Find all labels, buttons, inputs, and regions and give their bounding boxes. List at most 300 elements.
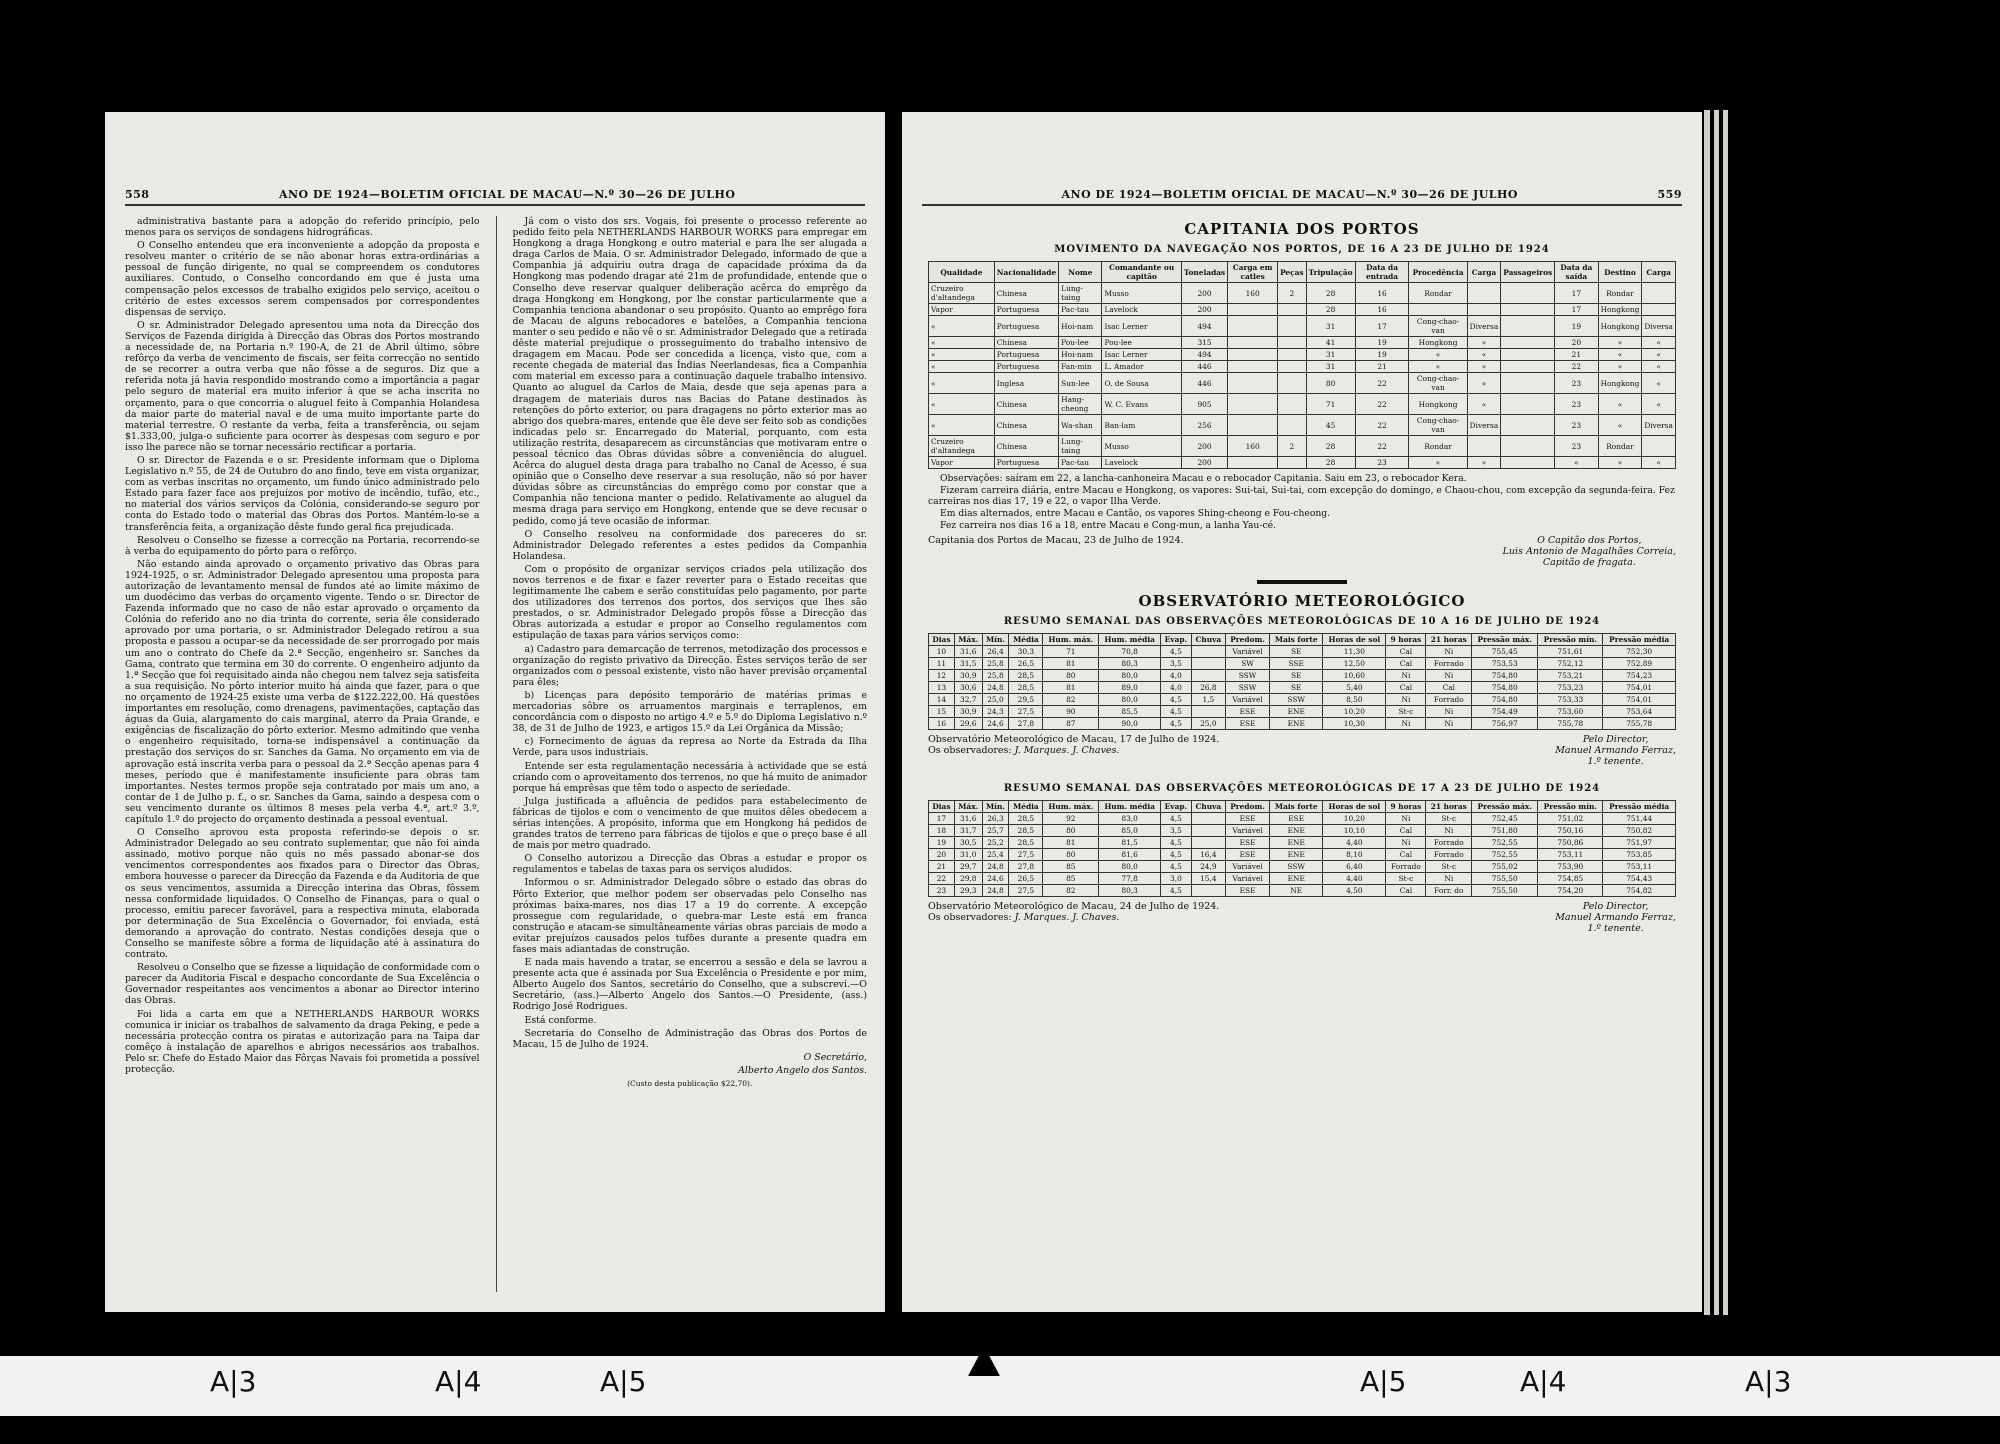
table-cell: «: [1642, 457, 1676, 469]
table-header-cell: Comandante ou capitão: [1102, 262, 1181, 283]
paragraph: E nada mais havendo a tratar, se encerrou a sessão e dela se lavrou a presente acta que é assinada por Sua Excelência o Presidente e por mim, Alberto Augelo dos Santos, secretário do Conselho, que a subscrevi.—O Secretário, (ass.)—Alberto Angelo dos Santos.—O Presidente, (ass.) Rodrigo José Rodrigues.: [512, 957, 867, 1013]
weather-table-week1: [928, 633, 1676, 730]
left-page: [105, 112, 885, 1312]
table-cell: [1501, 304, 1555, 316]
table-cell: 20: [929, 849, 955, 861]
left-page-number: 558: [125, 188, 150, 201]
film-label: A|3: [1745, 1365, 1792, 1398]
table-cell: Rondar: [1598, 283, 1642, 304]
week1-sig-title: Pelo Director,: [1582, 734, 1649, 745]
table-row: [929, 415, 1676, 436]
table-cell: 4,40: [1323, 837, 1386, 849]
paragraph: O Conselho aprovou esta proposta referindo-se depois o sr. Administrador Delegado ao seu contrato suplementar, que não foi ainda assinado, motivo porque não quis no mês passado abonar-se dos vencimentos correspondentes aos fixados para o Director das Obras, embora houvesse o parecer da Direcção da Fazenda e da Auditoria de que os seus vencimentos, assumida a Direcção interina das Obras, fôssem nessa conformidade liquidados. O Conselho de Finanças, para o qual o processo, emitiu parecer favorável, para a respectiva minuta, elaborada por determinação de Sua Excelência o Governador, foi enviada, está demorando a aprovação do contrato. Nestas condições deseja que o Conselho se manifeste sôbre a forma de liquidação até à assinatura do contrato.: [125, 827, 480, 961]
table-cell: 17: [1555, 283, 1598, 304]
table-cell: Cong-chao-van: [1409, 415, 1467, 436]
table-cell: «: [1642, 337, 1676, 349]
table-cell: [1278, 457, 1307, 469]
table-cell: 755,02: [1472, 861, 1538, 873]
table-cell: 26,3: [982, 813, 1009, 825]
table-header-cell: Hum. média: [1099, 801, 1161, 813]
table-cell: [1278, 361, 1307, 373]
table-cell: 754,80: [1472, 694, 1538, 706]
observation-line: Fizeram carreira diária, entre Macau e Hongkong, os vapores: Sui-tai, Sui-tai, com excepção do domingo, e Chaou-chou, com excepção da segunda-feira. Fez carreiras nos dias 17, 19 e 22, o vapor Ilha Verde.: [928, 485, 1675, 507]
table-cell: [1501, 349, 1555, 361]
table-cell: [1501, 316, 1555, 337]
table-cell: 17: [929, 813, 955, 825]
table-cell: 26,5: [1009, 658, 1043, 670]
table-cell: 80: [1043, 825, 1099, 837]
table-cell: 85,5: [1099, 706, 1161, 718]
table-cell: 13: [929, 682, 955, 694]
table-row: [929, 861, 1676, 873]
table-cell: 4,5: [1161, 813, 1192, 825]
table-cell: 6,40: [1323, 861, 1386, 873]
table-cell: ENE: [1270, 825, 1323, 837]
table-cell: [1228, 316, 1278, 337]
table-cell: [1501, 457, 1555, 469]
table-header-cell: Carga em catles: [1228, 262, 1278, 283]
table-cell: Rondar: [1409, 436, 1467, 457]
table-cell: Diversa: [1642, 316, 1676, 337]
week1-observers-label: Os observadores:: [928, 745, 1012, 756]
table-cell: St-c: [1426, 813, 1472, 825]
table-cell: 25,8: [982, 670, 1009, 682]
table-cell: Isac Lerner: [1102, 349, 1181, 361]
film-label: A|3: [210, 1365, 257, 1398]
table-header-cell: Passageiros: [1501, 262, 1555, 283]
table-cell: [1191, 813, 1225, 825]
table-cell: 90,0: [1099, 718, 1161, 730]
film-label: A|4: [435, 1365, 482, 1398]
table-cell: [1467, 436, 1501, 457]
table-cell: 754,80: [1472, 682, 1538, 694]
table-cell: 754,20: [1538, 885, 1603, 897]
table-cell: Ni: [1426, 670, 1472, 682]
table-cell: 160: [1228, 283, 1278, 304]
table-cell: L. Amador: [1102, 361, 1181, 373]
table-header-cell: Pressão mín.: [1538, 634, 1603, 646]
table-cell: 29,6: [954, 718, 982, 730]
right-page: [902, 112, 1702, 1312]
table-cell: «: [1467, 373, 1501, 394]
table-header-cell: Chuva: [1191, 634, 1225, 646]
week2-place-date: Observatório Meteorológico de Macau, 24 de Julho de 1924.: [928, 901, 1220, 912]
page-edge: [1704, 110, 1710, 1315]
table-header-cell: Pressão máx.: [1472, 634, 1538, 646]
table-cell: 494: [1181, 316, 1227, 337]
table-cell: Vapor: [929, 457, 995, 469]
table-header-cell: Hum. máx.: [1043, 634, 1099, 646]
table-cell: ESE: [1225, 706, 1269, 718]
table-cell: 11: [929, 658, 955, 670]
table-cell: 30,6: [954, 682, 982, 694]
table-cell: [1467, 283, 1501, 304]
table-cell: Cruzeiro d'altandega: [929, 436, 995, 457]
table-cell: Hang-cheong: [1059, 394, 1102, 415]
weather-table-week2: [928, 800, 1676, 897]
table-cell: 89,0: [1099, 682, 1161, 694]
table-cell: SSW: [1225, 670, 1269, 682]
film-label: A|4: [1520, 1365, 1567, 1398]
table-cell: Chinesa: [994, 337, 1058, 349]
table-cell: [1191, 646, 1225, 658]
table-cell: 24,8: [982, 885, 1009, 897]
table-header-cell: Máx.: [954, 634, 982, 646]
table-row: [929, 394, 1676, 415]
table-cell: ENE: [1270, 837, 1323, 849]
table-cell: 18: [929, 825, 955, 837]
table-cell: Isac Lerner: [1102, 316, 1181, 337]
table-cell: 3,5: [1161, 825, 1192, 837]
table-cell: 31,5: [954, 658, 982, 670]
table-cell: [1191, 885, 1225, 897]
table-cell: «: [929, 337, 995, 349]
table-row: [929, 825, 1676, 837]
table-cell: 31,7: [954, 825, 982, 837]
table-cell: 28,5: [1009, 682, 1043, 694]
table-cell: 4,5: [1161, 849, 1192, 861]
table-cell: 28,5: [1009, 670, 1043, 682]
table-cell: 27,5: [1009, 849, 1043, 861]
table-cell: 28,5: [1009, 813, 1043, 825]
table-cell: 752,45: [1472, 813, 1538, 825]
table-cell: ESE: [1225, 837, 1269, 849]
table-cell: Ni: [1386, 694, 1426, 706]
table-header-cell: Mais forte: [1270, 634, 1323, 646]
left-running-head-title: ANO DE 1924—BOLETIM OFICIAL DE MACAU—N.º 30—26 DE JULHO: [278, 188, 736, 201]
table-cell: «: [1467, 337, 1501, 349]
table-cell: Ni: [1426, 718, 1472, 730]
capitania-sig-name: Luis Antonio de Magalhães Correia,: [1502, 546, 1676, 557]
table-cell: 753,33: [1538, 694, 1603, 706]
table-cell: Chinesa: [994, 283, 1058, 304]
table-cell: [1278, 373, 1307, 394]
table-cell: Ni: [1426, 825, 1472, 837]
table-row: [929, 361, 1676, 373]
table-cell: «: [1598, 349, 1642, 361]
table-cell: 25,0: [1191, 718, 1225, 730]
table-cell: [1278, 349, 1307, 361]
table-cell: ESE: [1270, 813, 1323, 825]
table-cell: 17: [1355, 316, 1409, 337]
table-cell: 19: [929, 837, 955, 849]
table-row: [929, 283, 1676, 304]
table-cell: [1501, 373, 1555, 394]
table-cell: [1501, 361, 1555, 373]
table-cell: Rondar: [1409, 283, 1467, 304]
table-cell: 751,44: [1603, 813, 1676, 825]
table-cell: 750,16: [1538, 825, 1603, 837]
table-cell: Cal: [1386, 825, 1426, 837]
table-cell: Pou-lee: [1059, 337, 1102, 349]
table-cell: 21: [929, 861, 955, 873]
table-cell: 41: [1306, 337, 1355, 349]
table-cell: [1191, 706, 1225, 718]
table-cell: «: [1642, 394, 1676, 415]
table-cell: Hongkong: [1598, 373, 1642, 394]
table-cell: Cal: [1386, 646, 1426, 658]
table-cell: 10: [929, 646, 955, 658]
table-cell: Ni: [1426, 706, 1472, 718]
table-cell: «: [1642, 349, 1676, 361]
table-cell: 23: [1555, 415, 1598, 436]
table-cell: [1278, 316, 1307, 337]
paragraph: Resolveu o Conselho que se fizesse a liquidação de conformidade com o parecer da Auditoria Fiscal e despacho concordante de Sua Excelência o Governador respeitantes aos vencimentos a abonar ao Director interino das Obras.: [125, 962, 480, 1007]
table-cell: 87: [1043, 718, 1099, 730]
table-cell: Forrado: [1426, 694, 1472, 706]
table-cell: 315: [1181, 337, 1227, 349]
table-cell: [1191, 837, 1225, 849]
capitania-place-date: Capitania dos Portos de Macau, 23 de Julho de 1924.: [928, 535, 1184, 546]
capitania-subtitle: MOVIMENTO DA NAVEGAÇÃO NOS PORTOS, DE 16 A 23 DE JULHO DE 1924: [1054, 244, 1550, 255]
table-cell: [1278, 337, 1307, 349]
table-cell: 4,5: [1161, 694, 1192, 706]
table-cell: 27,5: [1009, 885, 1043, 897]
table-cell: «: [1467, 394, 1501, 415]
table-cell: 10,20: [1323, 813, 1386, 825]
table-header-cell: Carga: [1642, 262, 1676, 283]
table-cell: [1501, 283, 1555, 304]
table-header-cell: Máx.: [954, 801, 982, 813]
table-cell: St-c: [1426, 861, 1472, 873]
week1-place-date: Observatório Meteorológico de Macau, 17 de Julho de 1924.: [928, 734, 1220, 745]
table-cell: Diversa: [1467, 415, 1501, 436]
table-cell: 27,5: [1009, 706, 1043, 718]
table-cell: 80,3: [1099, 658, 1161, 670]
table-header-cell: 21 horas: [1426, 801, 1472, 813]
table-cell: «: [1598, 394, 1642, 415]
table-cell: Portuguesa: [994, 304, 1058, 316]
capitania-observations: [928, 473, 1676, 531]
table-cell: 24,6: [982, 718, 1009, 730]
table-cell: 753,21: [1538, 670, 1603, 682]
table-cell: 5,40: [1323, 682, 1386, 694]
table-header-cell: Mín.: [982, 801, 1009, 813]
table-cell: 753,11: [1538, 849, 1603, 861]
right-page-number: 559: [1657, 188, 1682, 201]
table-cell: 24,9: [1191, 861, 1225, 873]
table-cell: NE: [1270, 885, 1323, 897]
table-cell: 23: [929, 885, 955, 897]
table-cell: 92: [1043, 813, 1099, 825]
left-running-head: [125, 188, 865, 206]
table-cell: 750,82: [1603, 825, 1676, 837]
table-cell: O. de Sousa: [1102, 373, 1181, 394]
table-cell: 19: [1555, 316, 1598, 337]
table-header-cell: Destino: [1598, 262, 1642, 283]
table-cell: 754,82: [1603, 885, 1676, 897]
week2-subtitle: RESUMO SEMANAL DAS OBSERVAÇÕES METEOROLÓGICAS DE 17 A 23 DE JULHO DE 1924: [1003, 783, 1601, 794]
paragraph: a) Cadastro para demarcação de terrenos, metodização dos processos e organização do registo privativo da Direcção. Êstes serviços terão de ser organizados com o pessoal existente, visto não haver previsão orçamental para êles;: [512, 643, 867, 688]
table-cell: 10,60: [1323, 670, 1386, 682]
table-cell: Hongkong: [1409, 337, 1467, 349]
publication-cost: (Custo desta publicação $22,70).: [627, 1079, 753, 1089]
table-header-cell: 9 horas: [1386, 634, 1426, 646]
table-cell: ESE: [1225, 885, 1269, 897]
table-header-cell: Data da saída: [1555, 262, 1598, 283]
table-cell: 31: [1306, 349, 1355, 361]
table-cell: SW: [1225, 658, 1269, 670]
table-cell: SE: [1270, 646, 1323, 658]
table-cell: Ni: [1426, 646, 1472, 658]
table-cell: 751,61: [1538, 646, 1603, 658]
table-cell: Ni: [1386, 837, 1426, 849]
table-cell: 755,45: [1472, 646, 1538, 658]
table-cell: 11,30: [1323, 646, 1386, 658]
table-cell: Lavelock: [1102, 457, 1181, 469]
table-cell: Chinesa: [994, 415, 1058, 436]
left-columns: [125, 216, 867, 1292]
table-cell: Hongkong: [1598, 316, 1642, 337]
table-cell: Lung-taing: [1059, 283, 1102, 304]
table-cell: St-c: [1386, 873, 1426, 885]
table-header-cell: Mais forte: [1270, 801, 1323, 813]
table-cell: Forrado: [1426, 849, 1472, 861]
table-cell: «: [929, 394, 995, 415]
table-header-cell: Pressão média: [1603, 634, 1676, 646]
right-content: [928, 212, 1676, 934]
table-cell: 71: [1043, 646, 1099, 658]
table-cell: 28: [1306, 283, 1355, 304]
table-header-cell: Horas de sol: [1323, 634, 1386, 646]
table-header-cell: Nome: [1059, 262, 1102, 283]
table-cell: SE: [1270, 670, 1323, 682]
table-cell: 28: [1306, 304, 1355, 316]
table-cell: 256: [1181, 415, 1227, 436]
table-cell: Fan-min: [1059, 361, 1102, 373]
table-cell: 754,23: [1603, 670, 1676, 682]
week1-sig-name: Manuel Armando Ferraz,: [1555, 745, 1676, 756]
paragraph: Não estando ainda aprovado o orçamento privativo das Obras para 1924-1925, o sr. Administrador Delegado apresentou uma proposta para autorização de levantamento mensal de fundos até ao limite máximo de um duodécimo das verbas do orçamento vigente. Tendo o sr. Director de Fazenda informado que no caso de não estar aprovado o orçamento da Colónia do referido ano no dia trinta do corrente, seria êle considerado aprovado por uma portaria, o sr. Administrador Delegado retirou a sua proposta e passou a ocupar-se da necessidade de ser prorrogado por mais um ano o contrato do Chefe da 2.ª Secção, engenheiro sr. Sanches da Gama, contrato que termina em 30 do corrente. O engenheiro adjunto da 1.ª Secção que foi requisitado ainda não chegou nem talvez seja satisfeita a sua requisição. No pôrto interior muito há ainda que fazer, para o que no orçamento de 1924-25 existe uma verba de $122.222,00. Há questões importantes em resolução, como drenagens, pavimentações, captação das águas da Guia, alargamento do cais marginal, aterro da Praia Grande, e exigências de fiscalização do pôrto exterior. Mesmo admitindo que venha o engenheiro requisitado, torna-se indispensável a continuação da prestação dos serviços do sr. Sanches da Gama. No orçamento em via de aprovação está inscrita verba para o pessoal da 2.ª Secção apenas para 4 meses, período que é manifestamente insuficiente para obras tam importantes. Nestes termos propõe seja contratado por mais um ano, a contar de 1 de Julho p. f., o sr. Sanches da Gama, saindo a despesa com o seu vencimento durante os últimos 8 meses pela verba 4.ª, art.º 3.º, capítulo 1.º do projecto do orçamento destinada a pessoal eventual.: [125, 558, 480, 825]
table-cell: 4,0: [1161, 682, 1192, 694]
table-cell: [1467, 304, 1501, 316]
table-cell: 752,89: [1603, 658, 1676, 670]
table-header-cell: Dias: [929, 801, 955, 813]
table-cell: 80: [1043, 849, 1099, 861]
table-header-cell: Nacionalidade: [994, 262, 1058, 283]
table-cell: 10,10: [1323, 825, 1386, 837]
table-cell: 8,10: [1323, 849, 1386, 861]
table-header-cell: 9 horas: [1386, 801, 1426, 813]
table-cell: 200: [1181, 304, 1227, 316]
table-cell: Forrado: [1426, 837, 1472, 849]
table-cell: «: [929, 415, 995, 436]
paragraph: O sr. Director de Fazenda e o sr. Presidente informam que o Diploma Legislativo n.º 55, de 24 de Outubro do ano findo, teve em vista organizar, com as verbas inscritas no orçamento, um fundo único administrado pelo Estado para fazer face aos prejuízos por motivo de incêndio, tufão, etc., no material dos vários serviços da Colónia, considerando-se seguro por conta do Estado todo o material das Obras dos Portos. Mantém-lo-se a transferência feita, a organização dêste fundo geral fica prejudicada.: [125, 454, 480, 533]
table-cell: Lung-taing: [1059, 436, 1102, 457]
table-cell: «: [1642, 361, 1676, 373]
table-cell: Vapor: [929, 304, 995, 316]
table-cell: Cal: [1386, 658, 1426, 670]
table-cell: Chinesa: [994, 436, 1058, 457]
paragraph: Secretaria do Conselho de Administração das Obras dos Portos de Macau, 15 de Julho de 1924.: [512, 1027, 867, 1050]
table-row: [929, 349, 1676, 361]
table-cell: 24,8: [982, 861, 1009, 873]
table-cell: [1642, 283, 1676, 304]
table-header-cell: Dias: [929, 634, 955, 646]
table-row: [929, 436, 1676, 457]
right-running-head: [922, 188, 1682, 206]
week2-observers-label: Os observadores:: [928, 912, 1012, 923]
table-cell: 3,5: [1161, 658, 1192, 670]
table-cell: 82: [1043, 694, 1099, 706]
table-cell: 27,8: [1009, 718, 1043, 730]
right-running-head-title: ANO DE 1924—BOLETIM OFICIAL DE MACAU—N.º 30—26 DE JULHO: [1061, 188, 1519, 201]
table-cell: 31,6: [954, 646, 982, 658]
week2-observers: J. Marques. J. Chaves.: [1014, 912, 1120, 923]
paragraph: O Conselho entendeu que era inconveniente a adopção da proposta e resolveu manter o critério de se não abonar horas extra-ordinárias a pessoal de função dirigente, no qual se compreendem os condutores auxiliares. Contudo, o Conselho concordando em que é justa uma compensação pelos excessos de trabalho exigidos pelo serviço, aceitou o critério de estes excessos serem compensados por correspondentes dispensas de serviço.: [125, 240, 480, 318]
table-header-cell: Média: [1009, 801, 1043, 813]
table-cell: «: [1409, 349, 1467, 361]
table-cell: ENE: [1270, 706, 1323, 718]
section-divider: [1257, 580, 1347, 584]
table-cell: 71: [1306, 394, 1355, 415]
table-cell: «: [1467, 361, 1501, 373]
table-cell: 755,78: [1538, 718, 1603, 730]
table-cell: «: [1598, 337, 1642, 349]
table-header-cell: Evap.: [1161, 801, 1192, 813]
table-cell: 22: [1355, 394, 1409, 415]
table-row: [929, 694, 1676, 706]
table-cell: 21: [1555, 349, 1598, 361]
table-cell: 494: [1181, 349, 1227, 361]
table-cell: 755,78: [1603, 718, 1676, 730]
paragraph: c) Fornecimento de águas da represa ao Norte da Estrada da Ilha Verde, para usos industriais.: [512, 736, 867, 759]
page-edge: [1723, 110, 1728, 1315]
table-cell: Cal: [1426, 682, 1472, 694]
table-cell: Cal: [1386, 885, 1426, 897]
table-cell: W. C. Evans: [1102, 394, 1181, 415]
table-cell: 28: [1306, 457, 1355, 469]
paragraph: O sr. Administrador Delegado apresentou uma nota da Direcção dos Serviços de Fazenda dirigida à Direcção das Obras dos Portos mostrando a necessidade de, na Portaria n.º 190-A, de 21 de Abril último, sôbre refôrço da verba de vencimento de fiscais, ser feita correcção no sentido de se recorrer a outra verba que não fôsse a de seguros. Diz que a referida nota já havia respondido mostrando como a importância a pagar pelo seguro de material era muito inferior à que se acha inscrita no orçamento, para o que concorria o aluguel feito à Companhia Holandesa da maior parte do material naval e de uma muito importante parte do material terrestre. O restante da verba, feita a transferência, ou sejam $1.333,00, julga-o suficiente para ocorrer às despesas com seguro e por isso lhe parece não se tornar necessário rectificar a portaria.: [125, 319, 480, 453]
week2-sig-name: Manuel Armando Ferraz,: [1555, 912, 1676, 923]
table-cell: Forr. do: [1426, 885, 1472, 897]
table-cell: Ni: [1386, 813, 1426, 825]
table-cell: 754,49: [1472, 706, 1538, 718]
table-row: [929, 837, 1676, 849]
table-cell: «: [1598, 457, 1642, 469]
table-cell: 753,23: [1538, 682, 1603, 694]
table-cell: 81: [1043, 837, 1099, 849]
table-cell: 1,5: [1191, 694, 1225, 706]
table-cell: «: [1642, 373, 1676, 394]
table-cell: Ban-lam: [1102, 415, 1181, 436]
table-cell: 752,55: [1472, 837, 1538, 849]
table-cell: SSW: [1270, 694, 1323, 706]
table-cell: 752,55: [1472, 849, 1538, 861]
table-row: [929, 706, 1676, 718]
table-cell: 24,8: [982, 682, 1009, 694]
table-cell: 751,02: [1538, 813, 1603, 825]
table-cell: 12: [929, 670, 955, 682]
table-cell: «: [1467, 349, 1501, 361]
paragraph: Foi lida a carta em que a NETHERLANDS HARBOUR WORKS comunica ir iniciar os trabalhos de salvamento da draga Peking, e pede a necessária protecção contra os piratas e autorização para na Taipa dar comêço à instalação de aparelhos e abrigos necessários aos trabalhos. Pelo sr. Chefe do Estado Maior das Fôrças Navais foi prometida a possível protecção.: [125, 1008, 480, 1076]
table-cell: 25,0: [982, 694, 1009, 706]
table-cell: 29,8: [954, 873, 982, 885]
capitania-sig-title: O Capitão dos Portos,: [1537, 535, 1642, 546]
table-row: [929, 304, 1676, 316]
week1-observers: J. Marques. J. Chaves.: [1014, 745, 1120, 756]
table-cell: 24,6: [982, 873, 1009, 885]
table-row: [929, 670, 1676, 682]
table-cell: 4,5: [1161, 861, 1192, 873]
table-cell: 22: [929, 873, 955, 885]
table-cell: 446: [1181, 361, 1227, 373]
table-header-cell: Horas de sol: [1323, 801, 1386, 813]
table-cell: 754,85: [1538, 873, 1603, 885]
table-cell: [1278, 394, 1307, 415]
page-edge: [1714, 110, 1719, 1315]
table-cell: «: [929, 361, 995, 373]
